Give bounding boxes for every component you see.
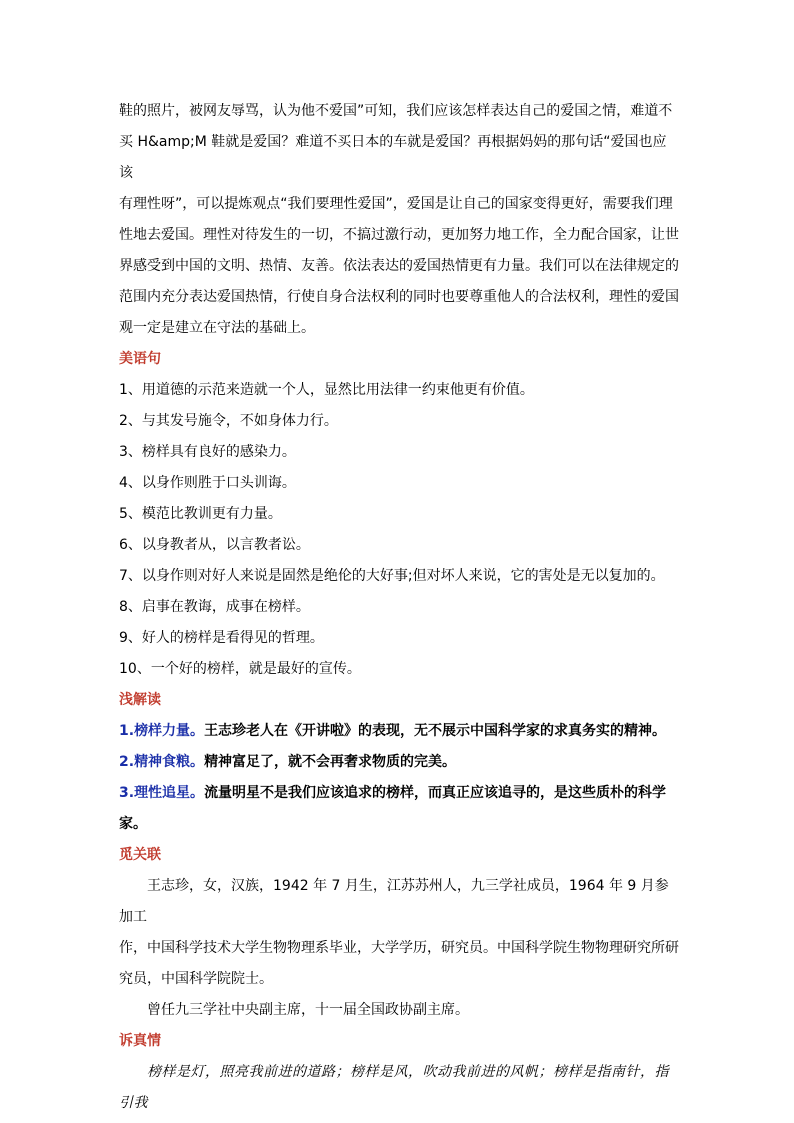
quote-item: 4、以身作则胜于口头训诲。 bbox=[119, 475, 296, 491]
reading-text: 精神富足了，就不会再奢求物质的完美。 bbox=[204, 754, 457, 770]
quote-item: 3、榜样具有良好的感染力。 bbox=[119, 444, 296, 460]
reading-text: 王志珍老人在《开讲啦》的表现，无不展示中国科学家的求真务实的精神。 bbox=[204, 723, 667, 739]
quote-item: 7、以身作则对好人来说是固然是绝伦的大好事;但对坏人来说，它的害处是无以复加的。 bbox=[119, 568, 665, 584]
reading-number: 1. bbox=[119, 723, 135, 739]
quote-list bbox=[119, 375, 679, 685]
section-heading-qianjiedu: 浅解读 bbox=[119, 692, 161, 708]
intro-paragraph bbox=[119, 96, 679, 344]
quote-item: 6、以身教者从，以言教者讼。 bbox=[119, 537, 310, 553]
reading-item-continuation: 家。 bbox=[119, 816, 147, 832]
intro-line: 买 H&amp;M 鞋就是爱国？难道不买日本的车就是爱国？再根据妈妈的那句话“爱国也应该 bbox=[119, 134, 667, 181]
quote-item: 10、一个好的榜样，就是最好的宣传。 bbox=[119, 661, 361, 677]
intro-line: 有理性呀”，可以提炼观点“我们要理性爱国”，爱国是让自己的国家变得更好，需要我们理 bbox=[119, 196, 673, 212]
bio-line: 作，中国科学技术大学生物物理系毕业，大学学历，研究员。中国科学院生物物理研究所研 bbox=[119, 940, 679, 956]
intro-line: 界感受到中国的文明、热情、友善。依法表达的爱国热情更有力量。我们可以在法律规定的 bbox=[119, 258, 679, 274]
intro-line: 鞋的照片，被网友辱骂，认为他不爱国”可知，我们应该怎样表达自己的爱国之情，难道不 bbox=[119, 103, 673, 119]
reading-title: 榜样力量。 bbox=[134, 723, 205, 739]
quote-item: 1、用道德的示范来造就一个人，显然比用法律一约束他更有价值。 bbox=[119, 382, 534, 398]
quote-item: 9、好人的榜样是看得见的哲理。 bbox=[119, 630, 324, 646]
reading-item bbox=[119, 778, 679, 809]
quote-item: 5、模范比教训更有力量。 bbox=[119, 506, 282, 522]
quote-item: 8、启事在教诲，成事在榜样。 bbox=[119, 599, 310, 615]
section-heading-suzhenqing: 诉真情 bbox=[119, 1033, 161, 1049]
section-heading-meiyuju: 美语句 bbox=[119, 351, 161, 367]
reading-text: 流量明星不是我们应该追求的榜样，而真正应该追寻的，是这些质朴的科学 bbox=[204, 785, 667, 801]
reading-title: 精神食粮。 bbox=[134, 754, 205, 770]
bio-line: 究员，中国科学院院士。 bbox=[119, 971, 273, 987]
quote-item: 2、与其发号施令，不如身体力行。 bbox=[119, 413, 338, 429]
reading-number: 2. bbox=[119, 754, 135, 770]
section-heading-miguanlian: 觅关联 bbox=[119, 847, 161, 863]
bio-line: 王志珍，女，汉族，1942 年 7 月生，江苏苏州人，九三学社成员，1964 年 9 月参加工 bbox=[119, 878, 669, 925]
reading-title: 理性追星。 bbox=[134, 785, 205, 801]
bio-paragraph bbox=[119, 871, 679, 995]
reading-item bbox=[119, 716, 679, 747]
reading-item bbox=[119, 747, 679, 778]
closing-paragraph: 榜样是灯，照亮我前进的道路；榜样是风，吹动我前进的风帆；榜样是指南针，指引我 bbox=[119, 1064, 669, 1111]
bio-paragraph-2: 曾任九三学社中央副主席，十一届全国政协副主席。 bbox=[147, 1002, 469, 1018]
document-page bbox=[119, 96, 679, 1119]
intro-line: 观一定是建立在守法的基础上。 bbox=[119, 320, 315, 336]
reading-number: 3. bbox=[119, 785, 135, 801]
intro-line: 性地去爱国。理性对待发生的一切，不搞过激行动，更加努力地工作，全力配合国家，让世 bbox=[119, 227, 679, 243]
intro-line: 范围内充分表达爱国热情，行使自身合法权利的同时也要尊重他人的合法权利，理性的爱国 bbox=[119, 289, 679, 305]
reading-list bbox=[119, 716, 679, 840]
